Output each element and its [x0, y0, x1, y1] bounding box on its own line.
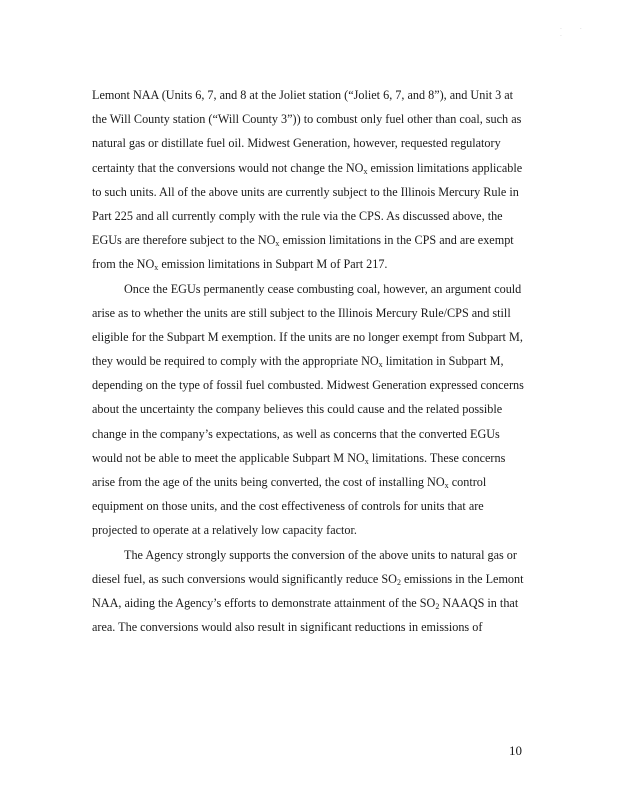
text-segment: arise as to whether the units are still subject to the Illinois Mercury Rule/CPS and still [92, 305, 511, 320]
text-line [92, 373, 522, 397]
text-segment: NAAQS in that [439, 595, 519, 610]
text-segment: area. The conversions would also result in significant reductions in emissions of [92, 620, 483, 635]
text-line [92, 470, 522, 494]
subscript: 2 [435, 601, 440, 611]
body-text [92, 83, 522, 639]
page-number: 10 [509, 743, 522, 758]
text-line [92, 349, 522, 373]
subscript: x [275, 239, 280, 249]
scan-artifact: · · · [560, 26, 590, 40]
subscript: x [378, 360, 383, 370]
text-segment: they would be required to comply with the appropriate NO [92, 354, 379, 369]
text-line [92, 494, 522, 518]
text-line [92, 543, 522, 567]
text-segment: Once the EGUs permanently cease combusting coal, however, an argument could [124, 281, 522, 296]
text-line [92, 446, 522, 470]
subscript: x [363, 166, 368, 176]
text-segment: from the NO [92, 257, 155, 272]
text-line [92, 591, 522, 615]
text-line [92, 252, 522, 276]
text-segment: change in the company’s expectations, as well as concerns that the converted EGUs [92, 426, 500, 441]
text-segment: limitations. These concerns [368, 450, 506, 465]
text-segment: projected to operate at a relatively low capacity factor. [92, 523, 357, 538]
text-line [92, 518, 522, 542]
text-segment: control [448, 475, 487, 489]
text-segment: NAA, aiding the Agency’s efforts to demonstrate attainment of the SO [92, 595, 436, 610]
text-line [92, 204, 522, 228]
text-segment: to such units. All of the above units are currently subject to the Illinois Mercury Rule in [92, 184, 519, 199]
text-line [92, 397, 522, 421]
text-segment: the Will County station (“Will County 3”)) to combust only fuel other than coal, such as [92, 112, 522, 127]
text-segment: Part 225 and all currently comply with the rule via the CPS. As discussed above, the [92, 208, 503, 223]
text-segment: Lemont NAA (Units 6, 7, and 8 at the Joliet station (“Joliet 6, 7, and 8”), and Unit 3 at [92, 88, 514, 102]
subscript: 2 [396, 577, 401, 587]
text-line [92, 107, 522, 131]
text-segment: EGUs are therefore subject to the NO [92, 233, 276, 248]
text-segment: eligible for the Subpart M exemption. If the units are no longer exempt from Subpart M, [92, 329, 523, 344]
text-segment: equipment on those units, and the cost effectiveness of controls for units that are [92, 499, 484, 514]
text-line [92, 131, 522, 155]
text-line [92, 615, 522, 639]
text-segment: about the uncertainty the company believes this could cause and the related possible [92, 402, 503, 417]
text-segment: would not be able to meet the applicable Subpart M NO [92, 450, 365, 465]
text-line [92, 180, 522, 204]
text-line [92, 156, 522, 180]
subscript: x [444, 481, 449, 490]
text-segment: limitation in Subpart M, [382, 354, 504, 369]
text-segment: The Agency strongly supports the conversion of the above units to natural gas or [124, 547, 517, 562]
text-segment: natural gas or distillate fuel oil. Midwest Generation, however, requested regulatory [92, 136, 501, 151]
text-segment: emission limitations applicable [367, 160, 523, 175]
text-line [92, 422, 522, 446]
text-line [92, 83, 522, 107]
text-segment: emission limitations in Subpart M of Part 217. [158, 257, 388, 272]
text-line [92, 301, 522, 325]
subscript: x [154, 263, 159, 273]
text-segment: arise from the age of the units being converted, the cost of installing NO [92, 475, 445, 489]
text-segment: emission limitations in the CPS and are exempt [279, 233, 514, 248]
text-line [92, 325, 522, 349]
text-line [92, 567, 522, 591]
text-line [92, 277, 522, 301]
text-segment: diesel fuel, as such conversions would significantly reduce SO [92, 571, 397, 586]
text-line [92, 228, 522, 252]
text-segment: emissions in the Lemont [400, 571, 524, 586]
text-segment: depending on the type of fossil fuel combusted. Midwest Generation expressed concerns [92, 378, 524, 393]
subscript: x [364, 456, 369, 466]
text-segment: certainty that the conversions would not change the NO [92, 160, 364, 175]
